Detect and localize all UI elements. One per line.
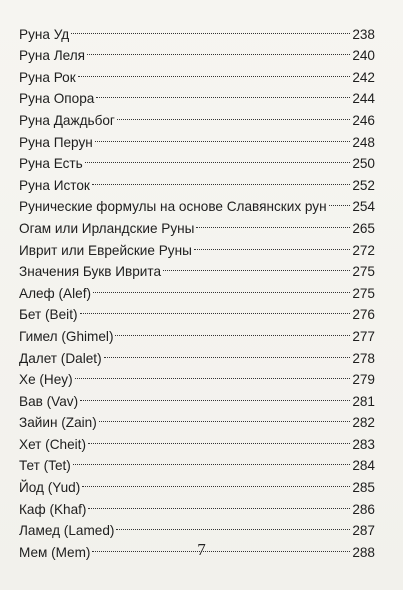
page-number: 7 (197, 540, 206, 559)
toc-entry-page: 272 (352, 242, 375, 258)
toc-dot-leader (116, 514, 350, 536)
toc-entry-title: Тет (Tet) (19, 458, 71, 474)
toc-dot-leader (75, 363, 351, 385)
toc-dot-leader (88, 427, 350, 449)
toc-dot-leader (73, 449, 350, 471)
toc-entry-page: 287 (352, 523, 375, 539)
toc-entry-page: 265 (352, 220, 375, 236)
toc-entry-title: Руна Уд (19, 26, 70, 42)
toc-entry-page: 242 (352, 69, 375, 85)
toc-entry-page: 286 (352, 501, 375, 517)
toc-dot-leader (104, 341, 351, 363)
toc-dot-leader (196, 211, 350, 233)
toc-entry-page: 278 (352, 350, 375, 366)
toc-entry-page: 285 (352, 480, 375, 496)
toc-entry-page: 238 (352, 26, 375, 42)
toc-entry-page: 275 (352, 264, 375, 280)
toc-entry-title: Руна Рок (19, 69, 76, 85)
toc-dot-leader (95, 125, 351, 147)
toc-entry-page: 288 (352, 544, 375, 560)
toc-entry-title: Иврит или Еврейские Руны (19, 242, 192, 258)
toc-entry-title: Мем (Mem) (19, 544, 91, 560)
toc-entry-page: 281 (352, 393, 375, 409)
toc-entry (19, 449, 375, 474)
toc-entry-page: 254 (352, 199, 375, 215)
toc-entry-title: Ламед (Lamed) (19, 523, 115, 539)
toc-entry-title: Руна Леля (19, 48, 86, 64)
toc-dot-leader (194, 233, 350, 255)
toc-entry-title: Бет (Beit) (19, 307, 78, 323)
toc-entry-page: 283 (352, 436, 375, 452)
toc-dot-leader (87, 39, 350, 61)
toc-entry-page: 276 (352, 307, 375, 323)
toc-entry (19, 39, 375, 64)
toc-entry-title: Хет (Cheit) (19, 436, 86, 452)
toc-dot-leader (117, 103, 350, 125)
toc-entry-title: Руна Исток (19, 177, 90, 193)
toc-entry-title: Гимел (Ghimel) (19, 328, 114, 344)
toc-entry-title: Далет (Dalet) (19, 350, 102, 366)
toc-dot-leader (96, 82, 350, 104)
toc-dot-leader (163, 255, 350, 277)
toc-entry-title: Рунические формулы на основе Славянских рун (19, 199, 327, 215)
toc-dot-leader (85, 147, 351, 169)
toc-dot-leader (80, 384, 350, 406)
toc-entry-page: 279 (352, 372, 375, 388)
toc-entry-title: Хе (Hey) (19, 372, 73, 388)
toc-entry (19, 17, 375, 42)
toc-dot-leader (115, 319, 350, 341)
toc-entry-title: Алеф (Alef) (19, 285, 91, 301)
toc-entry-page: 244 (352, 91, 375, 107)
toc-dot-leader (329, 190, 351, 212)
toc-entry-page: 248 (352, 134, 375, 150)
toc-entry-page: 284 (352, 458, 375, 474)
toc-entry-title: Йод (Yud) (19, 480, 81, 496)
toc-dot-leader (78, 60, 351, 82)
toc-entry-title: Руна Даждьбог (19, 112, 115, 128)
table-of-contents (19, 17, 375, 560)
toc-entry-title: Значения Букв Иврита (19, 264, 162, 280)
toc-entry-page: 282 (352, 415, 375, 431)
toc-entry-title: Каф (Khaf) (19, 501, 87, 517)
toc-entry-title: Руна Есть (19, 156, 83, 172)
toc-entry-title: Руна Опора (19, 91, 95, 107)
toc-entry-page: 275 (352, 285, 375, 301)
toc-entry-page: 277 (352, 328, 375, 344)
toc-entry-title: Огам или Ирландские Руны (19, 220, 195, 236)
toc-entry-title: Зайин (Zain) (19, 415, 97, 431)
toc-dot-leader (99, 406, 351, 428)
toc-entry-title: Вав (Vav) (19, 393, 79, 409)
toc-dot-leader (80, 298, 351, 320)
toc-entry-title: Руна Перун (19, 134, 93, 150)
toc-dot-leader (93, 276, 350, 298)
toc-entry-page: 250 (352, 156, 375, 172)
toc-entry-page: 252 (352, 177, 375, 193)
toc-dot-leader (82, 470, 350, 492)
toc-dot-leader (88, 492, 350, 514)
toc-entry-page: 246 (352, 112, 375, 128)
toc-entry-page: 240 (352, 48, 375, 64)
toc-dot-leader (71, 17, 350, 39)
toc-dot-leader (92, 168, 350, 190)
